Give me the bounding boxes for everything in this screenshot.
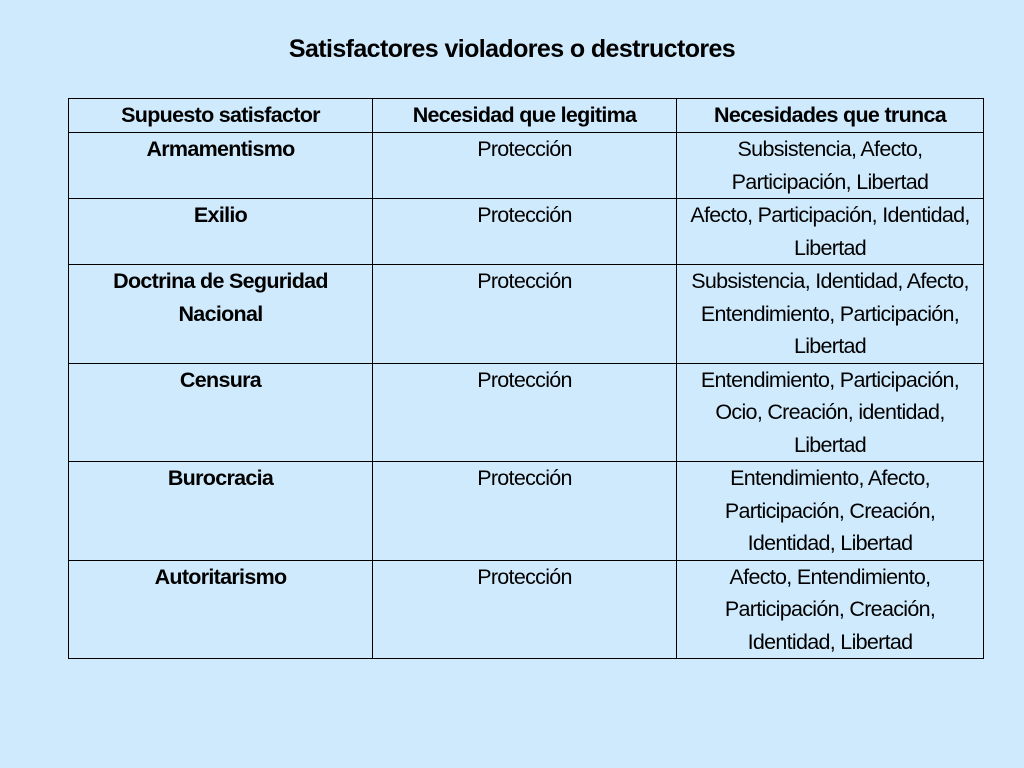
table-header-row [69, 99, 984, 133]
table-row [69, 133, 984, 199]
cell-trunca: Afecto, Participación, Identidad, Libertad [677, 199, 984, 265]
cell-trunca: Entendimiento, Participación, Ocio, Creación, identidad, Libertad [677, 363, 984, 462]
cell-legitima: Protección [373, 199, 677, 265]
cell-legitima: Protección [373, 363, 677, 462]
cell-satisfactor: Armamentismo [69, 133, 373, 199]
cell-trunca: Entendimiento, Afecto, Participación, Creación, Identidad, Libertad [677, 462, 984, 561]
cell-satisfactor: Autoritarismo [69, 560, 373, 659]
cell-satisfactor: Exilio [69, 199, 373, 265]
slide-title: Satisfactores violadores o destructores [288, 35, 736, 63]
cell-satisfactor: Burocracia [69, 462, 373, 561]
cell-trunca: Subsistencia, Identidad, Afecto, Entendimiento, Participación, Libertad [677, 265, 984, 364]
cell-satisfactor: Doctrina de Seguridad Nacional [69, 265, 373, 364]
header-necesidad-que-legitima: Necesidad que legitima [373, 99, 677, 133]
cell-legitima: Protección [373, 462, 677, 561]
table-row [69, 199, 984, 265]
header-necesidades-que-trunca: Necesidades que trunca [677, 99, 984, 133]
table-row [69, 363, 984, 462]
cell-trunca: Subsistencia, Afecto, Participación, Libertad [677, 133, 984, 199]
cell-legitima: Protección [373, 560, 677, 659]
table-row [69, 462, 984, 561]
table-row [69, 265, 984, 364]
cell-trunca: Afecto, Entendimiento, Participación, Creación, Identidad, Libertad [677, 560, 984, 659]
cell-legitima: Protección [373, 133, 677, 199]
header-supuesto-satisfactor: Supuesto satisfactor [69, 99, 373, 133]
cell-satisfactor: Censura [69, 363, 373, 462]
satisfactores-table [68, 98, 984, 659]
table-row [69, 560, 984, 659]
cell-legitima: Protección [373, 265, 677, 364]
